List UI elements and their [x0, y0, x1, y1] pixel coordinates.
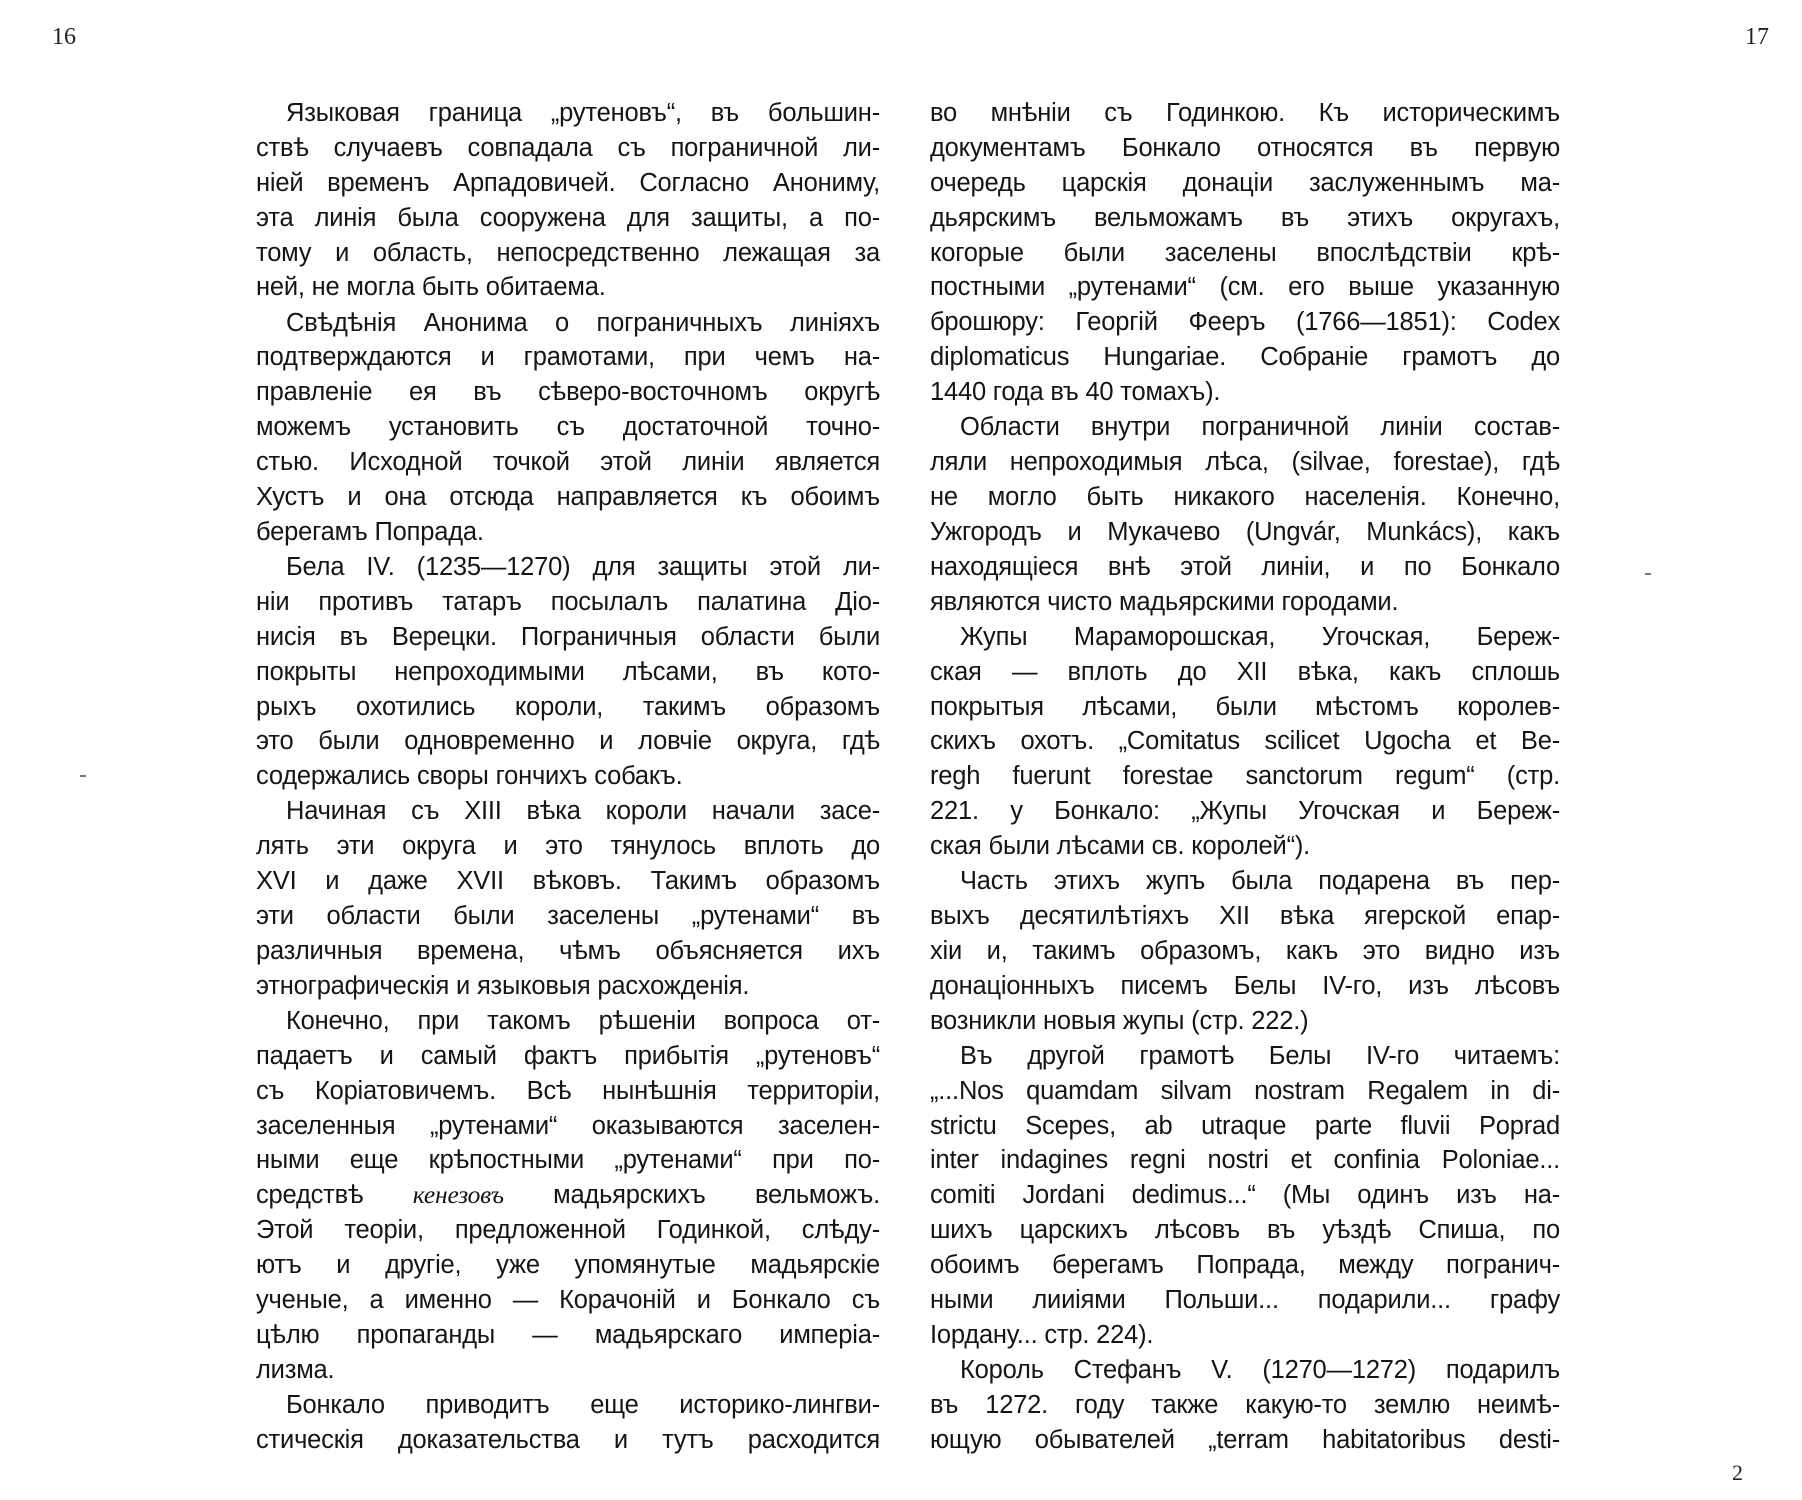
text-line: Часть этихъ жупъ была подарена въ пер- [960, 867, 1560, 896]
paragraph [256, 1388, 880, 1458]
text-line: донаціонныхъ писемъ Белы IV-го, изъ лѣсовъ [930, 971, 1560, 1000]
text-line: Хустъ и она отсюда направляется къ обоимъ [256, 482, 880, 511]
text-line: содержались своры гончихъ собакъ. [256, 762, 683, 791]
text-column-left [256, 96, 880, 1458]
text-line: цѣлю пропаганды — мадьярскаго имперіа- [256, 1320, 880, 1349]
text-line: diplomaticus Hungariae. Собраніе грамотъ до [930, 343, 1560, 372]
text-line: strictu Scepes, ab utraque parte fluvii Poprad [930, 1111, 1560, 1140]
text-line: 1440 года въ 40 томахъ). [930, 378, 1221, 407]
text-line: дьярскимъ вельможамъ въ этихъ округахъ, [930, 203, 1560, 232]
text-line: Жупы Мараморошская, Угочская, Береж- [960, 622, 1560, 651]
text-line: ютъ и другіе, уже упомянутые мадьярскіе [256, 1251, 880, 1280]
text-line: обоимъ берегамъ Попрада, между погранич- [930, 1251, 1560, 1280]
text-line: эти области были заселены „рутенами“ въ [256, 902, 880, 931]
text-line: тому и область, непосредственно лежащая за [256, 238, 880, 267]
text-line: нисія въ Верецки. Пограничныя области были [256, 622, 880, 651]
text-line: очередь царскія донаціи заслуженнымъ ма- [930, 168, 1560, 197]
text-line: съ Коріатовичемъ. Всѣ нынѣшнія территоріи, [256, 1076, 880, 1105]
text-line: Языковая граница „рутеновъ“, въ большин- [286, 99, 880, 127]
text-line: стическія доказательства и тутъ расходится [256, 1425, 880, 1454]
text-line: правленіе ея въ сѣверо-восточномъ округѣ [256, 378, 880, 407]
text-line: выхъ десятилѣтіяхъ XII вѣка ягерской епар- [930, 902, 1560, 931]
text-line: заселенныя „рутенами“ оказываются заселен- [256, 1111, 880, 1140]
text-line: этнографическія и языковыя расхожденія. [256, 971, 750, 1000]
text-line: являются чисто мадьярскими городами. [930, 587, 1399, 616]
paragraph [256, 794, 880, 1003]
text-line: Бонкало приводитъ еще историко-лингви- [286, 1390, 880, 1419]
text-line: Король Стефанъ V. (1270—1272) подарилъ [960, 1356, 1560, 1384]
text-line: находящіеся внѣ этой линіи, и по Бонкало [930, 552, 1560, 581]
text-line: во мнѣніи съ Годинкою. Къ историческимъ [930, 99, 1560, 127]
paragraph [930, 1039, 1560, 1353]
scan-speck [80, 775, 86, 777]
text-line: хіи и, такимъ образомъ, какъ это видно изъ [930, 936, 1560, 965]
text-line: ющую обывателей „terram habitatoribus desti- [930, 1425, 1560, 1454]
text-line: Свѣдѣнія Анонима о пограничныхъ линіяхъ [286, 308, 880, 337]
text-line: различныя времена, чѣмъ объясняется ихъ [256, 936, 880, 965]
text-line: ніи противъ татаръ посылалъ палатина Діо- [256, 587, 880, 616]
text-line: ская были лѣсами св. королей“). [930, 832, 1311, 861]
text-segment: мадьярскихъ вельможъ. [503, 1181, 880, 1210]
text-line: рыхъ охотились короли, такимъ образомъ [256, 692, 880, 721]
paragraph [256, 96, 880, 305]
text-line: comiti Jordani dedimus...“ (Мы одинъ изъ на- [930, 1181, 1560, 1210]
text-line: это были одновременно и ловчіе округа, гдѣ [256, 727, 880, 756]
text-line: ляли непроходимыя лѣса, (silvae, forestae), гдѣ [930, 448, 1560, 477]
text-line: regh fuerunt forestae sanctorum regum“ (стр. [930, 762, 1560, 791]
text-line: покрытыя лѣсами, были мѣстомъ королев- [930, 692, 1560, 721]
text-column-right [930, 96, 1560, 1458]
text-line: ными еще крѣпостными „рутенами“ при по- [256, 1146, 880, 1175]
text-line: брошюру: Георгій Фееръ (1766—1851): Codex [930, 308, 1560, 337]
text-line: въ 1272. году также какую-то землю неимѣ- [930, 1390, 1560, 1419]
text-line: документамъ Бонкало относятся въ первую [930, 133, 1560, 162]
text-line: XVI и даже XVII вѣковъ. Такимъ образомъ [256, 867, 880, 896]
text-line: берегамъ Попрада. [256, 517, 484, 546]
text-line: Іордану... стр. 224). [930, 1320, 1154, 1349]
page-number-right: 17 [1745, 24, 1769, 50]
text-line: ней, не могла быть обитаема. [256, 273, 606, 302]
text-line: лизма. [256, 1355, 335, 1384]
page-number-left: 16 [52, 24, 76, 50]
paragraph [930, 1353, 1560, 1458]
paragraph [930, 410, 1560, 619]
signature-mark: 2 [1732, 1460, 1743, 1485]
italic-term: кенезовъ [412, 1180, 504, 1210]
text-line: шихъ царскихъ лѣсовъ въ уѣздѣ Спиша, по [930, 1216, 1560, 1245]
text-line: Области внутри пограничной линіи состав- [960, 413, 1560, 442]
text-line: падаетъ и самый фактъ прибытія „рутеновъ“ [256, 1041, 880, 1070]
text-line: Начиная съ XIII вѣка короли начали засе- [286, 797, 880, 826]
paragraph [256, 1004, 880, 1388]
text-line: Бела IV. (1235—1270) для защиты этой ли- [286, 552, 880, 581]
text-line: „...Nos quamdam silvam nostram Regalem in di- [930, 1076, 1560, 1105]
paragraph [930, 620, 1560, 864]
text-line: Конечно, при такомъ рѣшеніи вопроса от- [286, 1006, 880, 1035]
text-line: стью. Исходной точкой этой линіи является [256, 448, 880, 477]
text-line: Этой теоріи, предложенной Годинкой, слѣду- [256, 1216, 880, 1245]
text-line: когорые были заселены впослѣдствіи крѣ- [930, 238, 1560, 267]
text-line: можемъ установить съ достаточной точно- [256, 413, 880, 442]
text-line: Въ другой грамотѣ Белы IV-го читаемъ: [960, 1041, 1560, 1070]
text-line: лять эти округа и это тянулось вплоть до [256, 832, 880, 861]
text-line: подтверждаются и грамотами, при чемъ на- [256, 343, 880, 372]
text-line: 221. у Бонкало: „Жупы Угочская и Береж- [930, 797, 1560, 826]
text-line: скихъ охотъ. „Comitatus scilicet Ugocha et Be- [930, 727, 1560, 756]
paragraph [930, 96, 1560, 410]
text-line: постными „рутенами“ (см. его выше указанную [930, 273, 1560, 302]
text-line: покрыты непроходимыми лѣсами, въ кото- [256, 657, 880, 686]
text-line: ными лииіями Польши... подарили... графу [930, 1286, 1560, 1315]
scan-speck [1645, 573, 1651, 575]
text-line: ученые, а именно — Корачоній и Бонкало съ [256, 1286, 880, 1315]
text-line: ская — вплоть до XII вѣка, какъ сплошь [930, 657, 1560, 686]
text-line: эта линія была сооружена для защиты, а по- [256, 203, 880, 232]
text-line: Ужгородъ и Мукачево (Ungvár, Munkács), какъ [930, 517, 1560, 546]
text-line: ніей временъ Арпадовичей. Согласно Анониму, [256, 168, 880, 197]
paragraph [930, 864, 1560, 1038]
paragraph [256, 550, 880, 794]
text-line [256, 1178, 880, 1213]
text-line: ствѣ случаевъ совпадала съ пограничной ли- [256, 133, 880, 162]
text-line: возникли новыя жупы (стр. 222.) [930, 1006, 1309, 1035]
text-segment: средствѣ [256, 1181, 413, 1210]
text-line: не могло быть никакого населенія. Конечно, [930, 482, 1560, 511]
paragraph [256, 306, 880, 550]
text-line: inter indagines regni nostri et confinia Poloniae... [930, 1146, 1560, 1175]
